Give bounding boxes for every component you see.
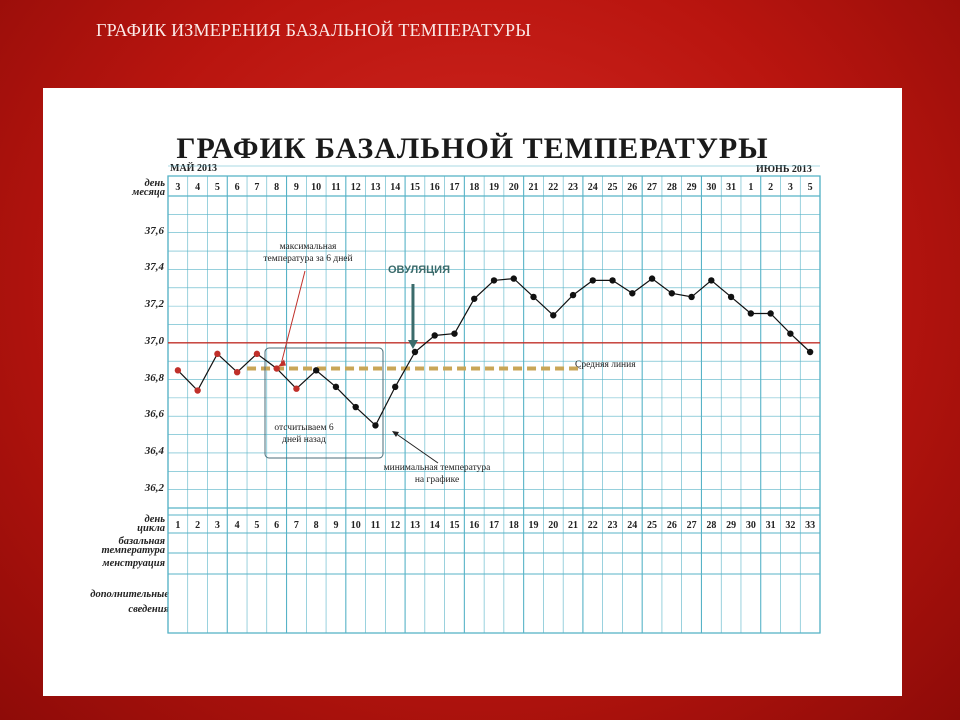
month-day-label: 20 bbox=[508, 182, 519, 193]
temperature-point bbox=[629, 290, 635, 296]
cycle-day-label: 9 bbox=[333, 520, 339, 531]
cycle-day-label: 14 bbox=[429, 520, 440, 531]
cycle-day-label: 25 bbox=[647, 520, 658, 531]
temperature-chart bbox=[43, 88, 902, 696]
y-tick-label: 36,4 bbox=[144, 444, 164, 457]
month-day-label: 18 bbox=[469, 182, 480, 193]
month-day-label: 27 bbox=[647, 182, 658, 193]
mean-line-label: Средняя линия bbox=[575, 360, 636, 370]
temperature-point bbox=[333, 384, 339, 390]
y-tick-label: 37,4 bbox=[144, 261, 164, 274]
temperature-point bbox=[649, 275, 655, 281]
cycle-day-label: 19 bbox=[528, 520, 539, 531]
month-day-label: 17 bbox=[449, 182, 460, 193]
cycle-day-label: 24 bbox=[627, 520, 638, 531]
row-label-month-day: день месяца bbox=[132, 178, 165, 198]
month-day-label: 6 bbox=[234, 182, 240, 193]
month-day-label: 4 bbox=[195, 182, 201, 193]
temperature-point bbox=[669, 290, 675, 296]
cycle-day-label: 13 bbox=[409, 520, 420, 531]
month-start-label: МАЙ 2013 bbox=[170, 163, 217, 174]
temperature-point bbox=[234, 369, 240, 375]
row-label-basal-temp: базальная температура bbox=[101, 536, 165, 556]
temperature-point bbox=[471, 296, 477, 302]
cycle-day-label: 1 bbox=[175, 520, 181, 531]
cycle-day-label: 7 bbox=[293, 520, 299, 531]
ovulation-arrow-head bbox=[408, 340, 418, 349]
min-temp-pointer bbox=[395, 433, 438, 463]
temperature-point bbox=[787, 330, 793, 336]
month-day-label: 26 bbox=[627, 182, 638, 193]
month-day-label: 22 bbox=[548, 182, 559, 193]
y-tick-label: 37,6 bbox=[144, 224, 164, 237]
temperature-point bbox=[767, 310, 773, 316]
month-day-label: 13 bbox=[370, 182, 381, 193]
temperature-point bbox=[609, 277, 615, 283]
cycle-day-label: 17 bbox=[489, 520, 499, 531]
cycle-day-label: 6 bbox=[274, 520, 280, 531]
month-day-label: 1 bbox=[748, 182, 754, 193]
month-day-label: 25 bbox=[607, 182, 618, 193]
month-day-label: 10 bbox=[311, 182, 322, 193]
cycle-day-label: 29 bbox=[726, 520, 737, 531]
month-day-label: 29 bbox=[686, 182, 697, 193]
month-day-label: 2 bbox=[768, 182, 774, 193]
temperature-point bbox=[511, 275, 517, 281]
temperature-point bbox=[708, 277, 714, 283]
y-tick-label: 36,6 bbox=[144, 408, 164, 421]
temperature-point bbox=[451, 330, 457, 336]
ovulation-label: ОВУЛЯЦИЯ bbox=[388, 264, 450, 276]
temperature-point bbox=[313, 367, 319, 373]
min-temp-pointer-head bbox=[392, 431, 399, 437]
chart-paper bbox=[43, 88, 902, 696]
y-tick-label: 36,8 bbox=[144, 371, 164, 384]
month-day-label: 11 bbox=[331, 182, 341, 193]
cycle-day-label: 20 bbox=[548, 520, 559, 531]
cycle-day-label: 33 bbox=[805, 520, 816, 531]
temperature-point bbox=[530, 294, 536, 300]
temperature-point bbox=[352, 404, 358, 410]
month-day-label: 7 bbox=[254, 182, 260, 193]
temperature-point bbox=[688, 294, 694, 300]
month-day-label: 3 bbox=[175, 182, 181, 193]
chart-title: ГРАФИК БАЗАЛЬНОЙ ТЕМПЕРАТУРЫ bbox=[176, 132, 769, 165]
temperature-point bbox=[175, 367, 181, 373]
month-day-label: 8 bbox=[274, 182, 280, 193]
month-day-label: 5 bbox=[214, 182, 220, 193]
max-temp-pointer bbox=[281, 271, 305, 365]
row-label-additional: дополнительные сведения bbox=[90, 589, 169, 615]
temperature-point bbox=[214, 351, 220, 357]
cycle-day-label: 18 bbox=[508, 520, 519, 531]
row-label-menstruation: менструация bbox=[102, 558, 165, 569]
temperature-point bbox=[194, 387, 200, 393]
min-temp-annotation: минимальная температура на графике bbox=[383, 463, 491, 485]
cycle-day-label: 8 bbox=[313, 520, 319, 531]
temperature-point bbox=[392, 384, 398, 390]
row-label-cycle-day: день цикла bbox=[137, 514, 165, 534]
cycle-day-label: 23 bbox=[607, 520, 618, 531]
cycle-day-label: 12 bbox=[390, 520, 401, 531]
cycle-day-label: 2 bbox=[195, 520, 201, 531]
temperature-point bbox=[254, 351, 260, 357]
month-day-label: 31 bbox=[726, 182, 737, 193]
cycle-day-label: 22 bbox=[587, 520, 598, 531]
cycle-day-label: 27 bbox=[686, 520, 697, 531]
month-day-label: 23 bbox=[568, 182, 579, 193]
month-day-label: 12 bbox=[350, 182, 361, 193]
temperature-point bbox=[412, 349, 418, 355]
temperature-point bbox=[728, 294, 734, 300]
month-day-label: 5 bbox=[807, 182, 813, 193]
cycle-day-label: 11 bbox=[370, 520, 381, 531]
cycle-day-label: 16 bbox=[469, 520, 480, 531]
cycle-day-label: 28 bbox=[706, 520, 717, 531]
temperature-point bbox=[570, 292, 576, 298]
temperature-point bbox=[432, 332, 438, 338]
month-day-label: 30 bbox=[706, 182, 717, 193]
month-day-label: 3 bbox=[787, 182, 793, 193]
slide-title: ГРАФИК ИЗМЕРЕНИЯ БАЗАЛЬНОЙ ТЕМПЕРАТУРЫ bbox=[96, 20, 532, 40]
cycle-day-label: 32 bbox=[785, 520, 796, 531]
month-day-label: 15 bbox=[409, 182, 420, 193]
temperature-point bbox=[807, 349, 813, 355]
cycle-day-label: 5 bbox=[254, 520, 260, 531]
temperature-point bbox=[491, 277, 497, 283]
temperature-point bbox=[293, 386, 299, 392]
cycle-day-label: 26 bbox=[666, 520, 677, 531]
cycle-day-label: 4 bbox=[234, 520, 240, 531]
y-tick-label: 37,0 bbox=[144, 334, 164, 347]
month-day-label: 28 bbox=[666, 182, 677, 193]
max-temp-annotation: максимальная температура за 6 дней bbox=[263, 242, 353, 264]
temperature-point bbox=[590, 277, 596, 283]
cycle-day-label: 21 bbox=[568, 520, 579, 531]
cycle-day-label: 30 bbox=[745, 520, 756, 531]
month-day-label: 14 bbox=[390, 182, 401, 193]
temperature-line bbox=[178, 279, 810, 426]
temperature-point bbox=[372, 422, 378, 428]
month-day-label: 9 bbox=[293, 182, 299, 193]
cycle-day-label: 15 bbox=[449, 520, 460, 531]
cycle-day-label: 31 bbox=[765, 520, 776, 531]
month-day-label: 21 bbox=[528, 182, 539, 193]
cycle-day-label: 3 bbox=[214, 520, 220, 531]
month-day-label: 16 bbox=[429, 182, 440, 193]
y-tick-label: 37,2 bbox=[144, 298, 164, 311]
temperature-point bbox=[748, 310, 754, 316]
cycle-day-label: 10 bbox=[350, 520, 361, 531]
month-day-label: 24 bbox=[587, 182, 598, 193]
month-day-label: 19 bbox=[489, 182, 499, 193]
y-tick-label: 36,2 bbox=[144, 481, 164, 494]
month-end-label: ИЮНЬ 2013 bbox=[756, 164, 812, 175]
count-back-annotation: отсчитываем 6 дней назад bbox=[274, 423, 334, 445]
temperature-point bbox=[550, 312, 556, 318]
